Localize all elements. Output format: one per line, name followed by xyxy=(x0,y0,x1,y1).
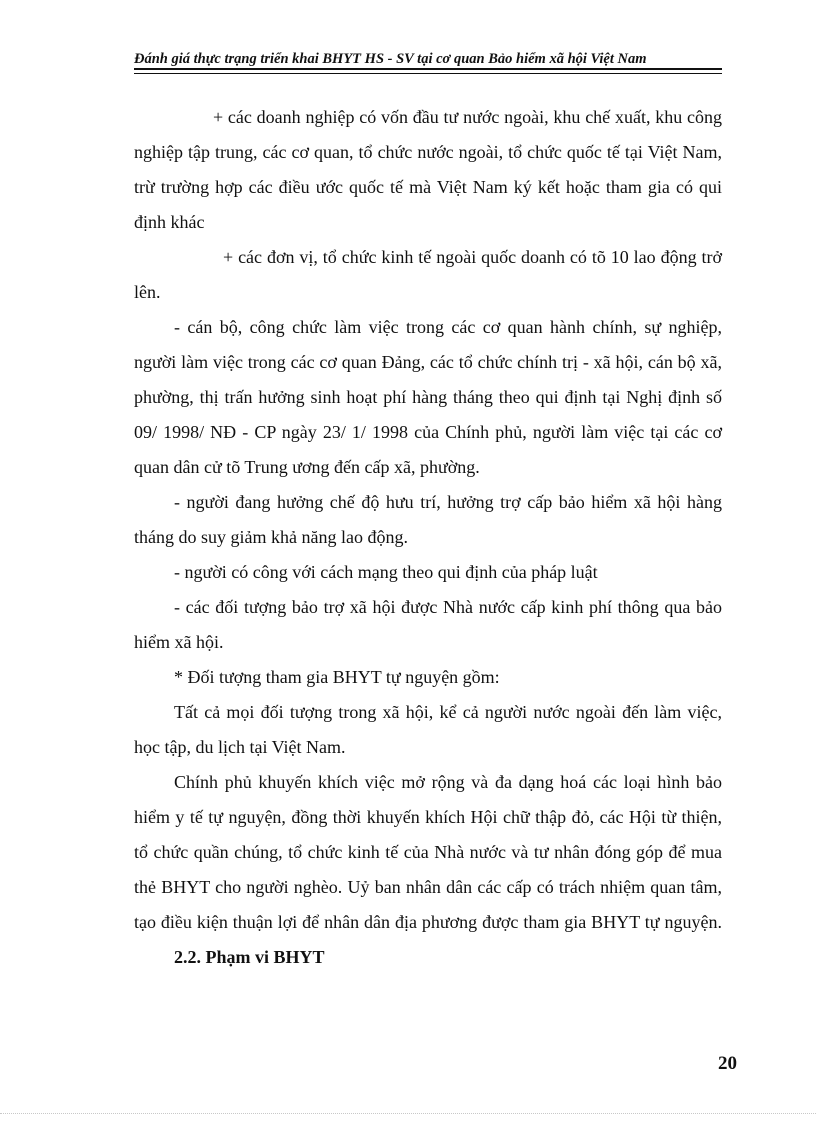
document-body xyxy=(134,100,722,975)
paragraph-social-protection: - các đối tượng bảo trợ xã hội được Nhà nước cấp kinh phí thông qua bảo hiểm xã hội. xyxy=(134,597,722,652)
paragraph-revolution-contributors: - người có công với cách mạng theo qui định của pháp luật xyxy=(174,562,598,582)
paragraph-non-state-units: + các đơn vị, tổ chức kinh tế ngoài quốc doanh có tõ 10 lao động trở lên. xyxy=(134,247,722,302)
paragraph-government-encourages: Chính phủ khuyến khích việc mở rộng và đa dạng hoá các loại hình bảo hiểm y tế tự nguyện, đồng thời khuyến khích Hội chữ thập đỏ, các Hội từ thiện, tổ chức quần chúng, tổ chức kinh tế của Nhà nước và tư nhân đóng góp để mua thẻ BHYT cho người nghèo. Uỷ ban nhân dân các cấp có trách nhiệm quan tâm, tạo điều kiện thuận lợi để nhân dân địa phương được tham gia BHYT tự nguyện. xyxy=(134,772,722,932)
page-number: 20 xyxy=(718,1053,737,1074)
paragraph-civil-servants: - cán bộ, công chức làm việc trong các cơ quan hành chính, sự nghiệp, người làm việc trong các cơ quan Đảng, các tổ chức chính trị - xã hội, cán bộ xã, phường, thị trấn hưởng sinh hoạt phí hàng tháng theo qui định tại Nghị định số 09/ 1998/ NĐ - CP ngày 23/ 1/ 1998 của Chính phủ, người làm việc tại các cơ quan dân cử tõ Trung ương đến cấp xã, phường. xyxy=(134,317,722,477)
header-rule-thin xyxy=(134,73,722,74)
section-heading: 2.2. Phạm vi BHYT xyxy=(174,947,325,967)
paragraph-voluntary-heading: * Đối tượng tham gia BHYT tự nguyện gồm: xyxy=(174,667,500,687)
running-header: Đánh giá thực trạng triển khai BHYT HS - SV tại cơ quan Bảo hiểm xã hội Việt Nam xyxy=(134,51,647,67)
header-rule-thick xyxy=(134,68,722,70)
paragraph-retirees: - người đang hưởng chế độ hưu trí, hưởng trợ cấp bảo hiểm xã hội hàng tháng do suy giảm khả năng lao động. xyxy=(134,492,722,547)
paragraph-foreign-enterprises: + các doanh nghiệp có vốn đầu tư nước ngoài, khu chế xuất, khu công nghiệp tập trung, các cơ quan, tổ chức nước ngoài, tổ chức quốc tế tại Việt Nam, trừ trường hợp các điều ước quốc tế mà Việt Nam ký kết hoặc tham gia có qui định khác xyxy=(134,107,722,232)
page-bottom-border xyxy=(0,1113,816,1114)
paragraph-all-subjects: Tất cả mọi đối tượng trong xã hội, kể cả người nước ngoài đến làm việc, học tập, du lịch tại Việt Nam. xyxy=(134,702,722,757)
